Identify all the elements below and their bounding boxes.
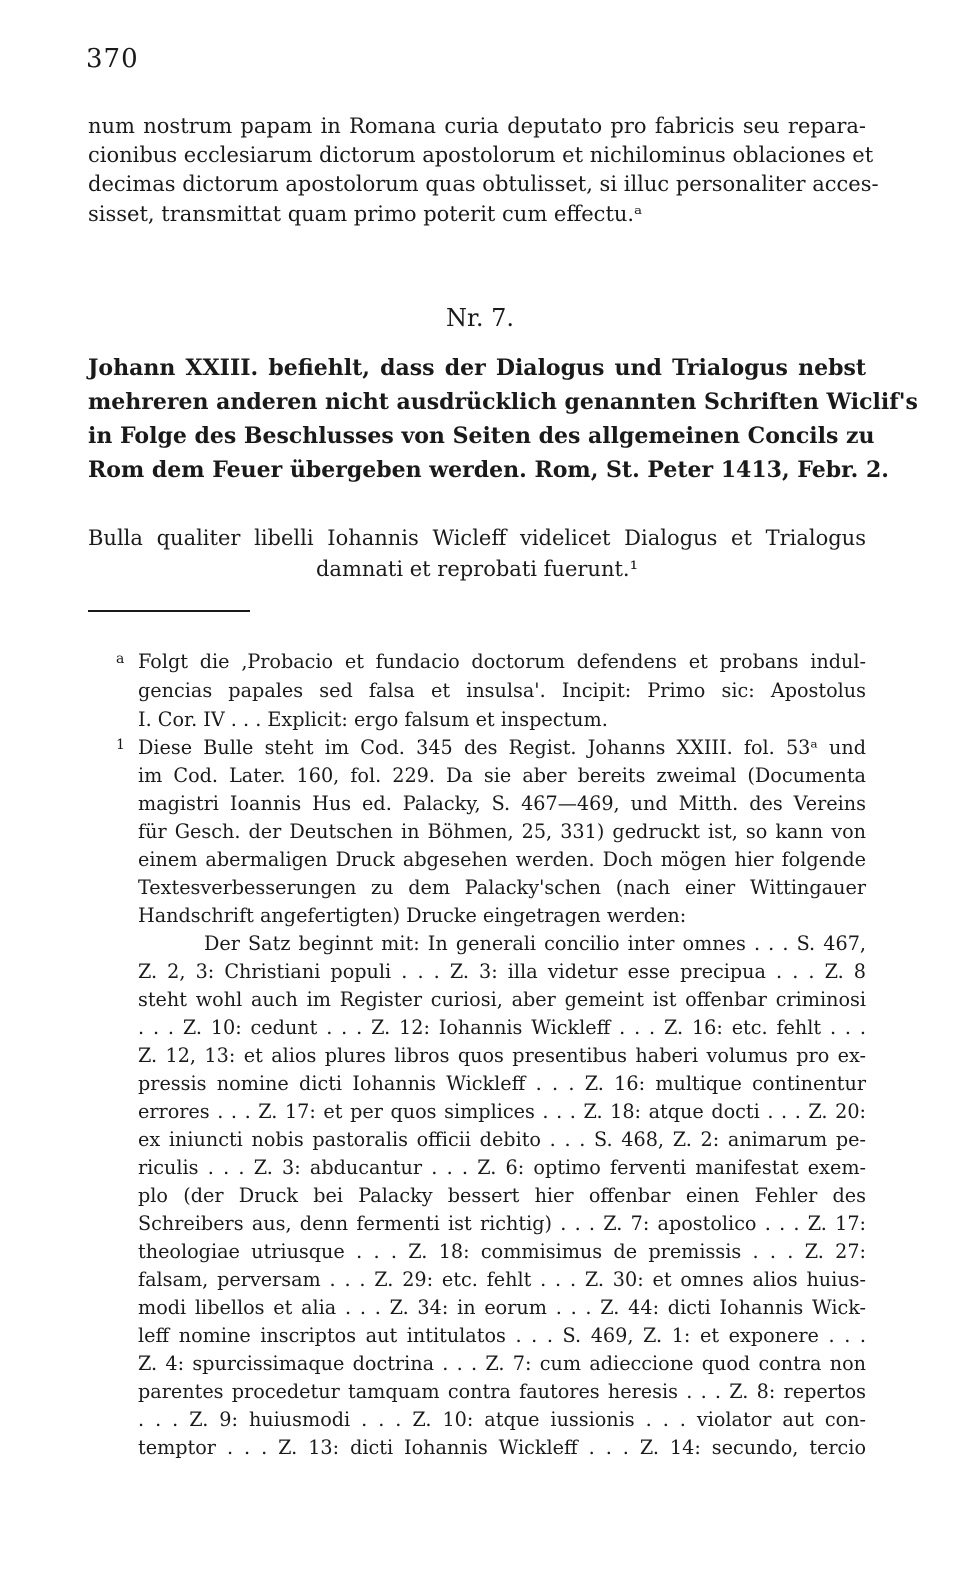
text-line: decimas dictorum apostolorum quas obtulisset, si illuc personaliter acces- xyxy=(88,172,879,196)
subtitle-line: Bulla qualiter libelli Iohannis Wicleff videlicet Dialogus et Trialogus xyxy=(88,526,866,550)
footnote-line: Z. 2, 3: Christiani populi . . . Z. 3: illa videtur esse precipua . . . Z. 8 xyxy=(138,960,866,983)
footnote-line: Folgt die ‚Probacio et fundacio doctorum defendens et probans indul- xyxy=(138,650,866,673)
footnote-line: für Gesch. der Deutschen in Böhmen, 25, 331) gedruckt ist, so kann von xyxy=(138,820,866,843)
footnote-line: I. Cor. IV . . . Explicit: ergo falsum et inspectum. xyxy=(138,708,608,731)
footnote-line: theologiae utriusque . . . Z. 18: commisimus de premissis . . . Z. 27: xyxy=(138,1240,866,1263)
heading-line: Johann XXIII. befiehlt, dass der Dialogus und Trialogus nebst xyxy=(88,355,866,381)
footnote-line: im Cod. Later. 160, fol. 229. Da sie aber bereits zweimal (Documenta xyxy=(138,764,866,787)
footnote-line: . . . Z. 9: huiusmodi . . . Z. 10: atque iussionis . . . violator aut con- xyxy=(138,1408,866,1431)
footnote-marker: a xyxy=(116,651,125,667)
heading-line: Rom dem Feuer übergeben werden. Rom, St. Peter 1413, Febr. 2. xyxy=(88,457,889,483)
footnote-line: einem abermaligen Druck abgesehen werden. Doch mögen hier folgende xyxy=(138,848,866,871)
footnote-marker: 1 xyxy=(116,737,125,753)
footnote-line: errores . . . Z. 17: et per quos simplices . . . Z. 18: atque docti . . . Z. 20: xyxy=(138,1100,866,1123)
footnote-line: pressis nomine dicti Iohannis Wickleff . . . Z. 16: multique continentur xyxy=(138,1072,866,1095)
footnote-line: Schreibers aus, denn fermenti ist richtig) . . . Z. 7: apostolico . . . Z. 17: xyxy=(138,1212,866,1235)
footnote-line: Z. 4: spurcissimaque doctrina . . . Z. 7: cum adieccione quod contra non xyxy=(138,1352,866,1375)
footnote-line: ex iniuncti nobis pastoralis officii debito . . . S. 468, Z. 2: animarum pe- xyxy=(138,1128,866,1151)
footnote-line: Textesverbesserungen zu dem Palacky'schen (nach einer Wittingauer xyxy=(138,876,866,899)
page-number: 370 xyxy=(86,44,139,74)
footnote-line: Z. 12, 13: et alios plures libros quos presentibus haberi volumus pro ex- xyxy=(138,1044,866,1067)
footnote-line: magistri Ioannis Hus ed. Palacky, S. 467—469, und Mitth. des Vereins xyxy=(138,792,866,815)
document-number: Nr. 7. xyxy=(446,304,514,332)
heading-line: mehreren anderen nicht ausdrücklich genannten Schriften Wiclif's xyxy=(88,389,918,415)
heading-line: in Folge des Beschlusses von Seiten des allgemeinen Concils zu xyxy=(88,423,875,449)
footnote-line: steht wohl auch im Register curiosi, aber gemeint ist offenbar criminosi xyxy=(138,988,866,1011)
footnote-line: Handschrift angefertigten) Drucke eingetragen werden: xyxy=(138,904,687,927)
footnote-line: gencias papales sed falsa et insulsa'. Incipit: Primo sic: Apostolus xyxy=(138,679,866,702)
footnote-line: plo (der Druck bei Palacky bessert hier offenbar einen Fehler des xyxy=(138,1184,866,1207)
footnote-divider xyxy=(88,610,250,612)
footnote-line: Diese Bulle steht im Cod. 345 des Regist. Johanns XXIII. fol. 53ᵃ und xyxy=(138,736,866,759)
footnote-line: modi libellos et alia . . . Z. 34: in eorum . . . Z. 44: dicti Iohannis Wick- xyxy=(138,1296,866,1319)
text-line: cionibus ecclesiarum dictorum apostolorum et nichilominus oblaciones et xyxy=(88,143,874,167)
footnote-line: riculis . . . Z. 3: abducantur . . . Z. 6: optimo ferventi manifestat exem- xyxy=(138,1156,866,1179)
footnote-line: parentes procedetur tamquam contra fautores heresis . . . Z. 8: repertos xyxy=(138,1380,866,1403)
footnote-line: temptor . . . Z. 13: dicti Iohannis Wickleff . . . Z. 14: secundo, tercio xyxy=(138,1436,866,1459)
footnote-line: . . . Z. 10: cedunt . . . Z. 12: Iohannis Wickleff . . . Z. 16: etc. fehlt . . . xyxy=(138,1016,866,1039)
text-line: num nostrum papam in Romana curia deputato pro fabricis seu repara- xyxy=(88,114,866,138)
text-line: sisset, transmittat quam primo poterit cum effectu.ᵃ xyxy=(88,202,643,226)
footnote-line: Der Satz beginnt mit: In generali concilio inter omnes . . . S. 467, xyxy=(204,932,866,955)
footnote-line: leff nomine inscriptos aut intitulatos . . . S. 469, Z. 1: et exponere . . . xyxy=(138,1324,866,1347)
footnote-line: falsam, perversam . . . Z. 29: etc. fehlt . . . Z. 30: et omnes alios huius- xyxy=(138,1268,866,1291)
subtitle-line: damnati et reprobati fuerunt.¹ xyxy=(315,557,639,581)
